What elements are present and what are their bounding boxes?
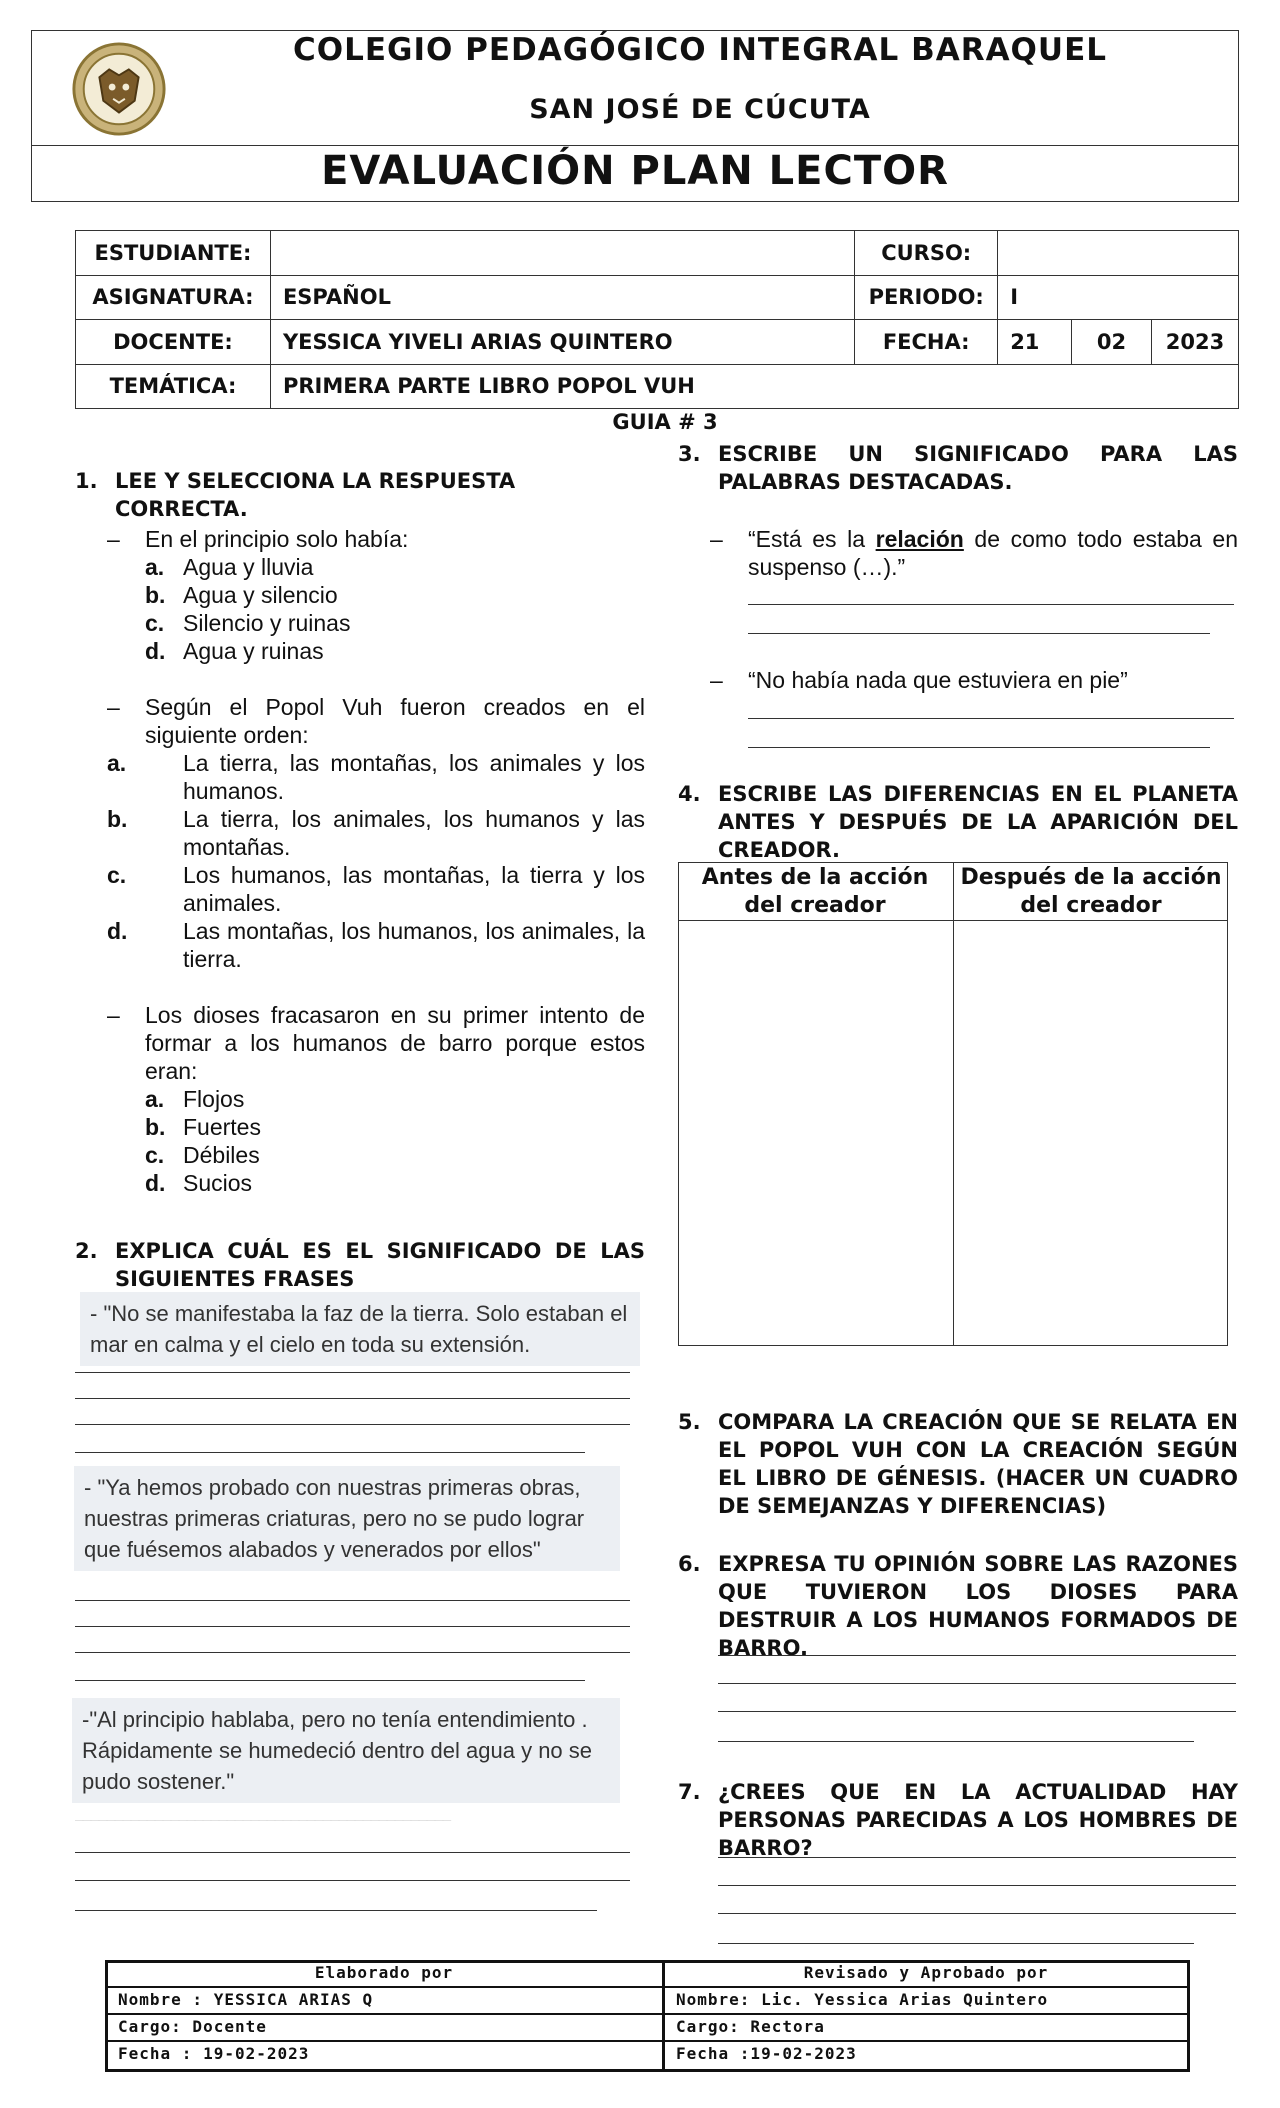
item-stem: En el principio solo había:: [145, 526, 409, 552]
item-stem: Los dioses fracasaron en su primer intento de formar a los humanos de barro porque estos eran:: [145, 1002, 645, 1084]
question-title: EXPRESA TU OPINIÓN SOBRE LAS RAZONES QUE TUVIERON LOS DIOSES PARA DESTRUIR A LOS HUMANOS FORMADOS DE BARRO.: [718, 1552, 1238, 1660]
student-label: ESTUDIANTE:: [76, 231, 271, 276]
student-info-table: [75, 230, 1239, 409]
option-c[interactable]: c. Los humanos, las montañas, la tierra y los animales.: [107, 862, 645, 916]
table-divider: [953, 862, 954, 1346]
answer-line[interactable]: [748, 747, 1210, 748]
quote-2: - "Ya hemos probado con nuestras primeras obras, nuestras primeras criaturas, pero no se pudo lograr que fuésemos alabados y venerados por ellos": [74, 1466, 620, 1571]
answer-line[interactable]: [718, 1741, 1194, 1742]
question-number: 3.: [678, 442, 701, 466]
question-5: [678, 1408, 1238, 1520]
answer-line[interactable]: [748, 633, 1210, 634]
answer-line[interactable]: [75, 1600, 630, 1601]
question-number: 6.: [678, 1552, 701, 1576]
item-dash: –: [107, 1002, 120, 1028]
question-title: ESCRIBE UN SIGNIFICADO PARA LAS PALABRAS DESTACADAS.: [718, 442, 1238, 494]
footer-left-name: Nombre : YESSICA ARIAS Q: [118, 1990, 374, 2009]
date-day: 21: [998, 320, 1072, 365]
answer-line[interactable]: [75, 1880, 630, 1881]
column-header-after: Después de la acción del creador: [960, 865, 1222, 918]
question-title: ¿CREES QUE EN LA ACTUALIDAD HAY PERSONAS PARECIDAS A LOS HOMBRES DE BARRO?: [718, 1780, 1238, 1860]
item-sentence: “No había nada que estuviera en pie”: [748, 667, 1128, 693]
course-field[interactable]: [998, 231, 1239, 276]
answer-line[interactable]: [75, 1398, 630, 1399]
topic-label: TEMÁTICA:: [76, 364, 271, 409]
answer-line[interactable]: [75, 1424, 630, 1425]
option-a[interactable]: a. Flojos: [145, 1086, 245, 1112]
option-d[interactable]: d. Sucios: [145, 1170, 253, 1196]
question-number: 1.: [75, 469, 98, 493]
option-a[interactable]: a. Agua y lluvia: [145, 554, 314, 580]
quote-1: - "No se manifestaba la faz de la tierra. Solo estaban el mar en calma y el cielo en toda su extensión.: [80, 1292, 640, 1366]
footer-right-date: Fecha :19-02-2023: [676, 2044, 857, 2063]
question-number: 4.: [678, 782, 701, 806]
topic-value: PRIMERA PARTE LIBRO POPOL VUH: [270, 364, 1238, 409]
option-b[interactable]: b. Fuertes: [145, 1114, 261, 1140]
question-7: [678, 1778, 1238, 1862]
question-title: EXPLICA CUÁL ES EL SIGNIFICADO DE LAS SIGUIENTES FRASES: [115, 1239, 645, 1291]
answer-line[interactable]: [75, 1452, 585, 1453]
item-sentence: “Está es la relación de como todo estaba en suspenso (…).”: [748, 526, 1238, 580]
answer-cell-after[interactable]: [956, 923, 1226, 1344]
quote-3: -"Al principio hablaba, pero no tenía entendimiento . Rápidamente se humedeció dentro del agua y no se pudo sostener.": [72, 1698, 620, 1803]
question-title: LEE Y SELECCIONA LA RESPUESTA CORRECTA.: [115, 469, 516, 521]
answer-line[interactable]: [718, 1943, 1194, 1944]
question-number: 2.: [75, 1239, 98, 1263]
date-year: 2023: [1151, 320, 1238, 365]
answer-line[interactable]: [748, 718, 1234, 719]
exam-title: EVALUACIÓN PLAN LECTOR: [321, 148, 949, 194]
teacher-label: DOCENTE:: [76, 320, 271, 365]
question-6: [678, 1550, 1238, 1662]
answer-line[interactable]: [75, 1680, 585, 1681]
date-month: 02: [1072, 320, 1152, 365]
answer-line[interactable]: [718, 1885, 1236, 1886]
answer-line[interactable]: [718, 1655, 1236, 1656]
period-value: I: [998, 275, 1239, 320]
option-b[interactable]: b. La tierra, los animales, los humanos y las montañas.: [107, 806, 645, 860]
item-dash: –: [107, 694, 120, 720]
answer-line[interactable]: [718, 1711, 1236, 1712]
column-header-before: Antes de la acción del creador: [701, 865, 929, 918]
question-number: 7.: [678, 1780, 701, 1804]
header-divider: [31, 145, 1239, 146]
question-2: [75, 1237, 645, 1293]
teacher-value: YESSICA YIVELI ARIAS QUINTERO: [270, 320, 854, 365]
subject-value: ESPAÑOL: [270, 275, 854, 320]
question-title: ESCRIBE LAS DIFERENCIAS EN EL PLANETA ANTES Y DESPUÉS DE LA APARICIÓN DEL CREADOR.: [718, 782, 1238, 862]
item-dash: –: [710, 526, 723, 552]
answer-line[interactable]: [75, 1852, 630, 1853]
item-stem: Según el Popol Vuh fueron creados en el siguiente orden:: [145, 694, 645, 748]
answer-line[interactable]: [75, 1372, 630, 1373]
guide-number: GUIA # 3: [612, 410, 718, 434]
footer-approved-by: Revisado y Aprobado por: [803, 1963, 1049, 1982]
question-1: [75, 467, 645, 523]
subject-label: ASIGNATURA:: [76, 275, 271, 320]
answer-line[interactable]: [718, 1913, 1236, 1914]
question-4: [678, 780, 1238, 864]
question-number: 5.: [678, 1410, 701, 1434]
table-divider: [678, 920, 1228, 921]
option-b[interactable]: b. Agua y silencio: [145, 582, 338, 608]
highlighted-word: relación: [875, 526, 964, 552]
period-label: PERIODO:: [855, 275, 998, 320]
answer-underscore-line[interactable]: _______________________________________________: [75, 1805, 451, 1821]
student-field[interactable]: [270, 231, 854, 276]
answer-line[interactable]: [75, 1910, 597, 1911]
answer-cell-before[interactable]: [680, 923, 951, 1344]
answer-line[interactable]: [718, 1683, 1236, 1684]
option-c[interactable]: c. Débiles: [145, 1142, 260, 1168]
school-name: COLEGIO PEDAGÓGICO INTEGRAL BARAQUEL: [292, 32, 1108, 68]
school-city: SAN JOSÉ DE CÚCUTA: [529, 94, 871, 125]
option-d[interactable]: d. Agua y ruinas: [145, 638, 324, 664]
answer-line[interactable]: [748, 604, 1234, 605]
course-label: CURSO:: [855, 231, 998, 276]
answer-line[interactable]: [718, 1857, 1236, 1858]
footer-prepared-by: Elaborado por: [314, 1963, 454, 1982]
footer-left-date: Fecha : 19-02-2023: [118, 2044, 310, 2063]
footer-divider: [105, 2013, 1190, 2015]
date-label: FECHA:: [855, 320, 998, 365]
item-dash: –: [710, 667, 723, 693]
footer-left-role: Cargo: Docente: [118, 2017, 267, 2036]
school-crest-icon: [70, 40, 168, 138]
option-c[interactable]: c. Silencio y ruinas: [145, 610, 351, 636]
question-3: [678, 440, 1238, 496]
answer-line[interactable]: [75, 1652, 630, 1653]
footer-divider: [662, 1960, 665, 2072]
question-title: COMPARA LA CREACIÓN QUE SE RELATA EN EL POPOL VUH CON LA CREACIÓN SEGÚN EL LIBRO DE GÉNESIS. (HACER UN CUADRO DE SEMEJANZAS Y DIFERENCIAS): [718, 1410, 1238, 1518]
footer-right-role: Cargo: Rectora: [676, 2017, 825, 2036]
option-d[interactable]: d. Las montañas, los humanos, los animales, la tierra.: [107, 918, 645, 972]
answer-line[interactable]: [75, 1626, 630, 1627]
item-dash: –: [107, 526, 120, 552]
option-a[interactable]: a. La tierra, las montañas, los animales y los humanos.: [107, 750, 645, 804]
footer-right-name: Nombre: Lic. Yessica Arias Quintero: [676, 1990, 1049, 2009]
